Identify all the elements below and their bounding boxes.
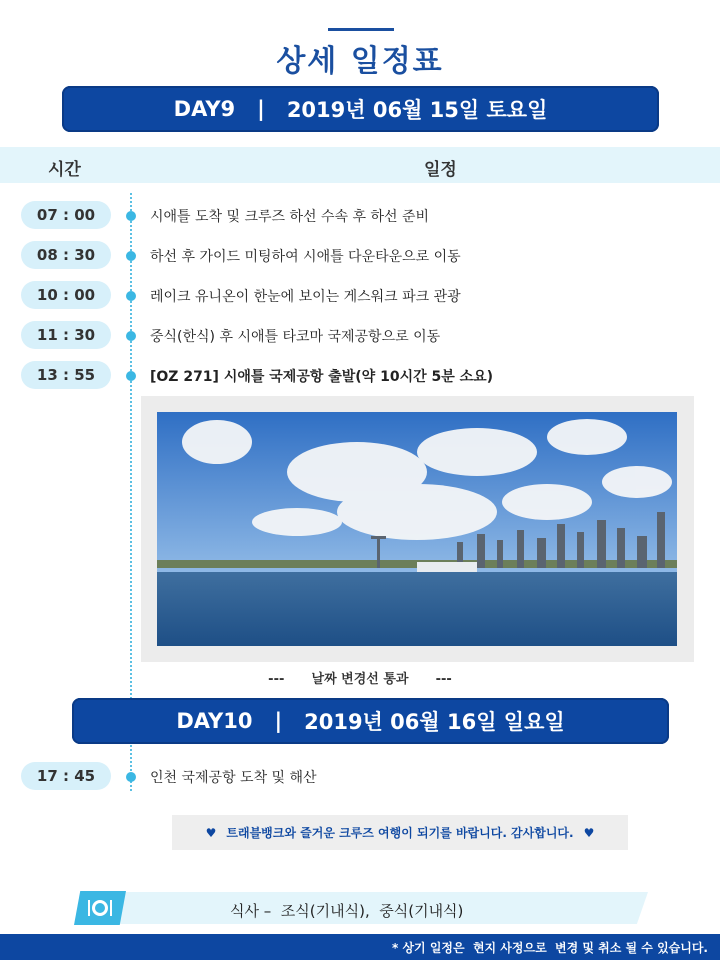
schedule-text: 하선 후 가이드 미팅하여 시애틀 다운타운으로 이동 <box>150 249 461 265</box>
schedule-text: 시애틀 도착 및 크루즈 하선 수속 후 하선 준비 <box>150 209 430 225</box>
day9-label: DAY9 <box>173 97 236 121</box>
schedule-header <box>0 147 720 183</box>
day9-separator: | <box>257 97 265 121</box>
timeline-dot <box>126 211 136 221</box>
schedule-row <box>0 201 720 231</box>
meal-icon-box <box>74 891 126 925</box>
schedule-text: 중식(한식) 후 시애틀 타코마 국제공항으로 이동 <box>150 329 441 345</box>
schedule-row <box>0 361 720 391</box>
day10-banner <box>72 698 669 744</box>
timeline-dot <box>126 371 136 381</box>
schedule-row <box>0 321 720 351</box>
schedule-row <box>0 281 720 311</box>
time-pill: 11 : 30 <box>21 321 111 349</box>
timeline-dot <box>126 291 136 301</box>
time-pill: 07 : 00 <box>21 201 111 229</box>
day9-date: 2019년 06월 15일 토요일 <box>286 98 548 122</box>
heart-icon: ♥ <box>205 825 217 840</box>
day9-banner <box>62 86 659 132</box>
time-pill: 08 : 30 <box>21 241 111 269</box>
time-column-header: 시간 <box>48 160 81 180</box>
seattle-photo-frame <box>141 396 694 662</box>
time-pill: 13 : 55 <box>21 361 111 389</box>
plate-cutlery-icon <box>87 897 113 919</box>
schedule-text: 인천 국제공항 도착 및 해산 <box>150 770 317 786</box>
timeline-dot <box>126 772 136 782</box>
page-title: 상세 일정표 <box>276 44 444 79</box>
seattle-skyline-photo <box>157 412 677 646</box>
meal-info: 식사 – 조식(기내식), 중식(기내식) <box>230 902 464 920</box>
title-underline <box>328 28 394 31</box>
schedule-text: 레이크 유니온이 한눈에 보이는 게스워크 파크 관광 <box>150 289 461 305</box>
schedule-column-header: 일정 <box>424 160 457 180</box>
heart-icon: ♥ <box>583 825 595 840</box>
schedule-text: [OZ 271] 시애틀 국제공항 출발(약 10시간 5분 소요) <box>150 369 494 385</box>
dateline-notice: --- 날짜 변경선 통과 --- <box>268 672 452 687</box>
footer-bar <box>0 934 720 960</box>
schedule-row <box>0 762 720 792</box>
timeline-dot <box>126 251 136 261</box>
day10-label: DAY10 <box>176 709 253 733</box>
timeline-dot <box>126 331 136 341</box>
footer-notice: * 상기 일정은 현지 사정으로 변경 및 취소 될 수 있습니다. <box>392 941 708 955</box>
time-pill: 10 : 00 <box>21 281 111 309</box>
thanks-text: 트래블뱅크와 즐거운 크루즈 여행이 되기를 바랍니다. 감사합니다. <box>226 826 574 840</box>
time-pill: 17 : 45 <box>21 762 111 790</box>
day10-separator: | <box>274 709 283 733</box>
schedule-row <box>0 241 720 271</box>
day10-date: 2019년 06월 16일 일요일 <box>304 710 565 734</box>
thanks-message <box>172 815 628 850</box>
